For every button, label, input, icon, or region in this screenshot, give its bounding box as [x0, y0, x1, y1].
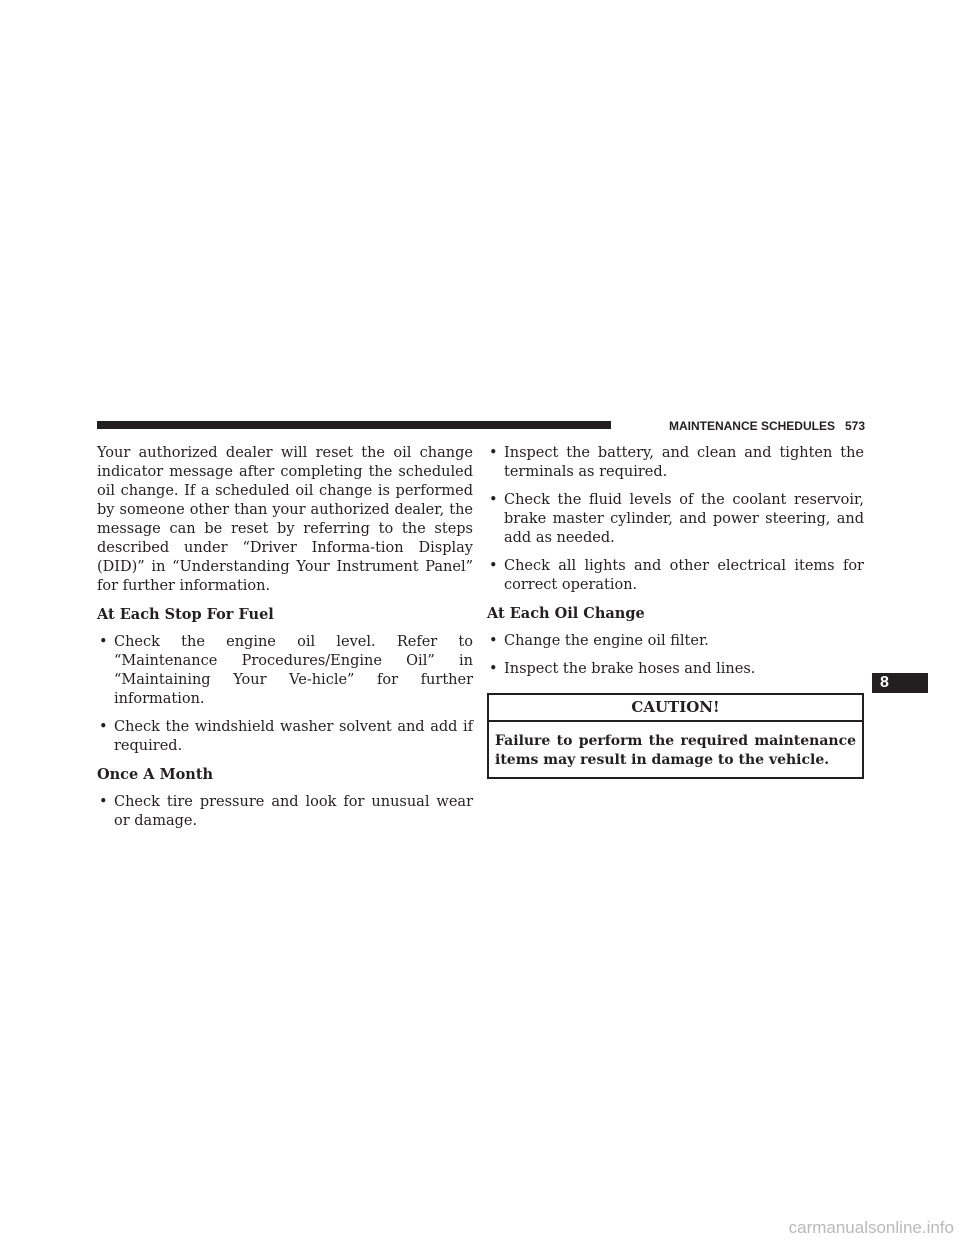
caution-box [487, 693, 864, 779]
section-title: MAINTENANCE SCHEDULES [668, 419, 835, 433]
left-column [97, 444, 473, 831]
chapter-number: 8 [880, 674, 889, 691]
fuel-stop-list [97, 633, 473, 756]
list-item-text: Change the engine oil filter. [504, 633, 709, 649]
list-item [487, 491, 864, 548]
bullet-icon: • [489, 492, 498, 508]
list-item-text: Check the windshield washer solvent and add if required. [114, 719, 473, 754]
list-item [487, 557, 864, 595]
caution-text: Failure to perform the required maintenance items may result in damage to the vehicle. [495, 733, 856, 768]
list-item-text: Check the engine oil level. Refer to “Maintenance Procedures/Engine Oil” in “Maintaining Your Ve-hicle” for further information. [114, 634, 473, 707]
oil-change-heading: At Each Oil Change [487, 605, 645, 622]
list-item [487, 444, 864, 482]
monthly-heading: Once A Month [97, 766, 214, 783]
list-item [487, 660, 864, 679]
monthly-list-continued [487, 444, 864, 595]
list-item [97, 718, 473, 756]
chapter-tab [872, 673, 928, 693]
bullet-icon: • [99, 719, 108, 735]
watermark: carmanualsonline.info [788, 1218, 954, 1237]
list-item [487, 632, 864, 651]
bullet-icon: • [489, 661, 498, 677]
list-item [97, 633, 473, 709]
bullet-icon: • [489, 445, 498, 461]
intro-paragraph: Your authorized dealer will reset the oil change indicator message after completing the scheduled oil change. If a scheduled oil change is performed by someone other than your authorized dealer, the message can be reset by referring to the steps described under “Driver Informa-tion Display (DID)” in “Understanding Your Instrument Panel” for further information. [97, 445, 473, 594]
list-item-text: Check all lights and other electrical items for correct operation. [504, 558, 864, 593]
list-item-text: Check tire pressure and look for unusual wear or damage. [114, 794, 473, 829]
right-column [487, 444, 864, 779]
bullet-icon: • [99, 794, 108, 810]
oil-change-list [487, 632, 864, 679]
running-header [621, 418, 865, 434]
caution-title: CAUTION! [489, 695, 862, 722]
page-number: 573 [844, 419, 865, 433]
bullet-icon: • [489, 633, 498, 649]
list-item [97, 793, 473, 831]
list-item-text: Check the fluid levels of the coolant reservoir, brake master cylinder, and power steering, and add as needed. [504, 492, 864, 546]
bullet-icon: • [489, 558, 498, 574]
list-item-text: Inspect the battery, and clean and tighten the terminals as required. [504, 445, 864, 480]
monthly-list [97, 793, 473, 831]
list-item-text: Inspect the brake hoses and lines. [504, 661, 756, 677]
fuel-stop-heading: At Each Stop For Fuel [97, 606, 274, 623]
header-rule [97, 421, 611, 429]
bullet-icon: • [99, 634, 108, 650]
